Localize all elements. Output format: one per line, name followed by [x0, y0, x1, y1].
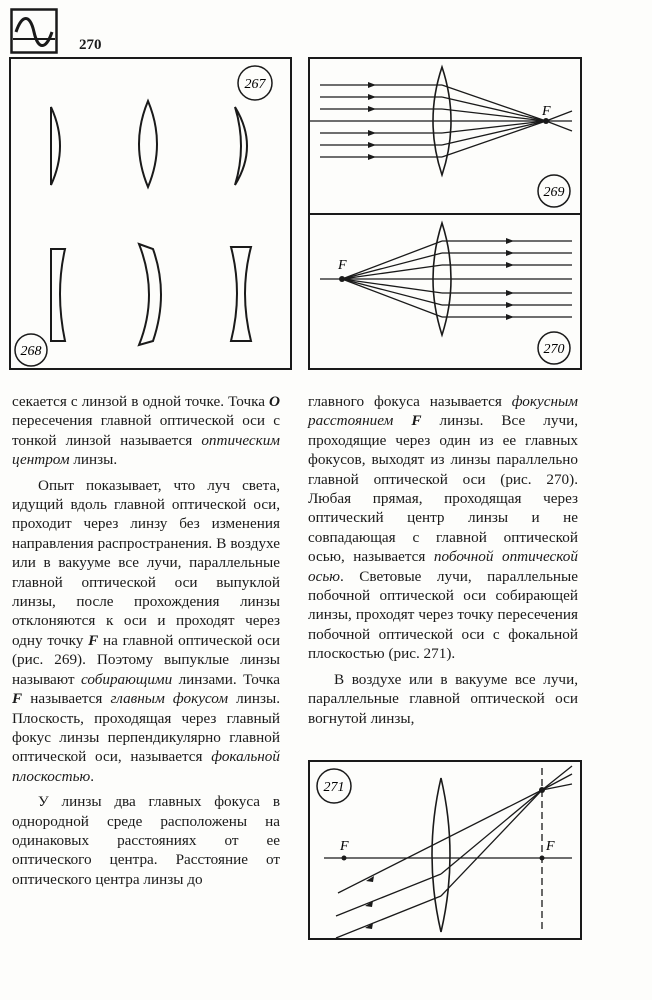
- fig267-label: 267: [244, 77, 266, 92]
- figure-271: [308, 760, 582, 940]
- figure-269: [308, 57, 582, 215]
- lens-biconvex: [139, 101, 157, 187]
- lens-plano-concave: [51, 249, 65, 341]
- left-paragraph-2: Опыт показывает, что луч света, идущий вдоль главной оптической оси, проходит через линзу без изменения направления распространения. В воздухе или в вакууме все лучи, параллельные главной оптической оси выпуклой линзы, после прохождения линзы отклоняются к оси и проходят через одну точку F на главной оптической оси (рис. 269). Поэтому выпуклые линзы называют собирающими линзами. Точка F называется главным фокусом линзы. Плоскость, проходящая через главный фокус линзы перпендикулярно главной оптической оси, называется фокальной плоскостью.: [12, 476, 281, 785]
- fig270-focus: F: [338, 258, 347, 273]
- right-paragraph-1: главного фокуса называется фокусным расстоянием F линзы. Все лучи, проходящие через один из ее главных фокусов, выходят из линзы параллельно главной оптической оси (рис. 270). Любая прямая, проходящая через оптический центр линзы и не совпадающая с главной оптической осью, называется побочной оптической осью. Световые лучи, параллельные побочной оптической оси собирающей линзы, проходят через точку пересечения побочной оптической оси с фокальной плоскостью (рис. 271).: [308, 393, 579, 663]
- left-paragraph-3: У линзы два главных фокуса в однородной среде расположены на одинаковых расстояниях от ее оптического центра. Расстояние от оптического центра линзы до: [12, 793, 280, 888]
- fig270-label: 270: [543, 342, 565, 357]
- page-number: 270: [79, 37, 102, 53]
- figure-270: [308, 213, 582, 370]
- left-column: [12, 392, 280, 889]
- lens-meniscus-convex: [235, 107, 247, 185]
- wave-icon: [10, 8, 58, 54]
- lens-biconcave: [231, 247, 251, 341]
- fig271-focus-left: F: [340, 839, 349, 854]
- right-paragraph-2: В воздухе или в вакууме все лучи, параллельные главной оптической оси вогнутой линзы,: [308, 670, 578, 727]
- lens-plano-convex: [51, 107, 60, 185]
- right-column: [308, 392, 578, 728]
- fig271-label: 271: [323, 780, 345, 795]
- fig269-label: 269: [543, 185, 565, 200]
- fig269-focus: F: [542, 104, 551, 119]
- figure-267-268: [9, 57, 292, 370]
- lens-meniscus-concave: [139, 244, 161, 345]
- fig268-label: 268: [20, 344, 42, 359]
- left-paragraph-1: секается с линзой в одной точке. Точка O пересечения главной оптической оси с тонкой линзой называется оптическим центром линзы.: [12, 393, 280, 469]
- fig271-focus-right: F: [546, 839, 555, 854]
